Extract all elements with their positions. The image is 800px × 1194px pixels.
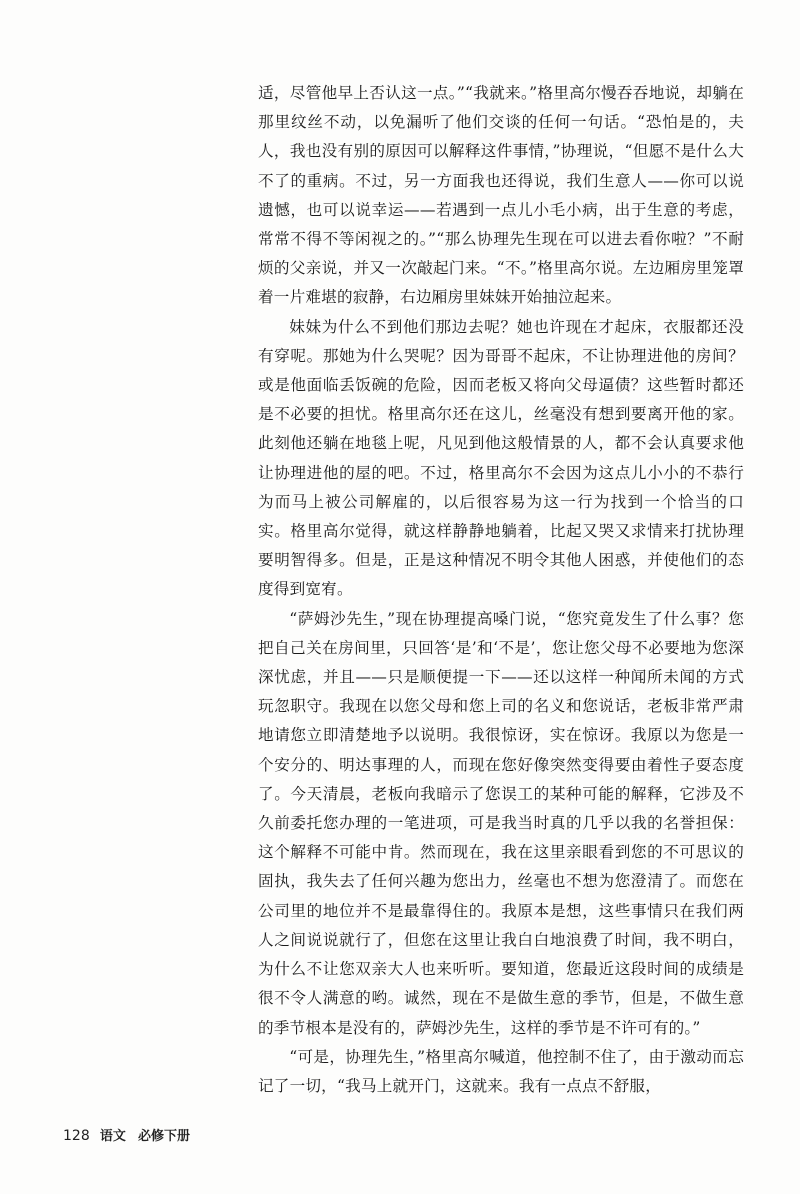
paragraph: 妹妹为什么不到他们那边去呢？她也许现在才起床，衣服都还没有穿呢。那她为什么哭呢？因为哥哥不起床，不让协理进他的房间？或是他面临丢饭碗的危险，因而老板又将向父母逼债？这些暂时都还是不必要的担忧。格里高尔还在这儿，丝毫没有想到要离开他的家。此刻他还躺在地毯上呢，凡见到他这般情景的人，都不会认真要求他让协理进他的屋的吧。不过，格里高尔不会因为这点儿小小的不恭行为而马上被公司解雇的，以后很容易为这一行为找到一个恰当的口实。格里高尔觉得，就这样静静地躺着，比起又哭又求情来打扰协理要明智得多。但是，正是这种情况不明令其他人困惑，并使他们的态度得到宽宥。: [258, 317, 744, 599]
paragraph: “萨姆沙先生，”现在协理提高嗓门说，“您究竟发生了什么事？您把自己关在房间里，只回答‘是’和‘不是’，您让您父母不必要地为您深深忧虑，并且——只是顺便提一下——还以这样一种闻所未闻的方式玩忽职守。我现在以您父母和您上司的名义和您说话，老板非常严肃地请您立即清楚地予以说明。我很惊讶，实在惊讶。我原以为您是一个安分的、明达事理的人，而现在您好像突然变得要由着性子耍态度了。今天清晨，老板向我暗示了您误工的某种可能的解释，它涉及不久前委托您办理的一笔进项，可是我当时真的几乎以我的名誉担保：这个解释不可能中肯。然而现在，我在这里亲眼看到您的不可思议的固执，我失去了任何兴趣为您出力，丝毫也不想为您澄清了。而您在公司里的地位并不是最靠得住的。我原本是想，这些事情只在我们两人之间说说就行了，但您在这里让我白白地浪费了时间，我不明白，为什么不让您双亲大人也来听听。要知道，您最近这段时间的成绩是很不令人满意的哟。诚然，现在不是做生意的季节，但是，不做生意的季节根本是没有的，萨姆沙先生，这样的季节是不许可有的。”: [258, 609, 744, 1037]
paragraph-continued: 适，尽管他早上否认这一点。”“我就来。”格里高尔慢吞吞地说，却躺在那里纹丝不动，以免漏听了他们交谈的任何一句话。“恐怕是的，夫人，我也没有别的原因可以解释这件事情，”协理说，“但愿不是什么大不了的重病。不过，另一方面我也还得说，我们生意人——你可以说遗憾，也可以说幸运——若遇到一点儿小毛小病，出于生意的考虑，常常不得不等闲视之的。”“那么协理先生现在可以进去看你啦？”不耐烦的父亲说，并又一次敲起门来。“不。”格里高尔说。左边厢房里笼罩着一片难堪的寂静，右边厢房里妹妹开始抽泣起来。: [258, 84, 744, 307]
page-number: 128: [63, 1128, 90, 1144]
volume-label: 必修下册: [138, 1129, 191, 1144]
subject-label: 语文: [99, 1129, 126, 1144]
body-text: [258, 79, 744, 1101]
page-footer: [63, 1125, 190, 1144]
paragraph: “可是，协理先生，”格里高尔喊道，他控制不住了，由于激动而忘记了一切，“我马上就开门，这就来。我有一点点不舒服，: [258, 1047, 744, 1095]
